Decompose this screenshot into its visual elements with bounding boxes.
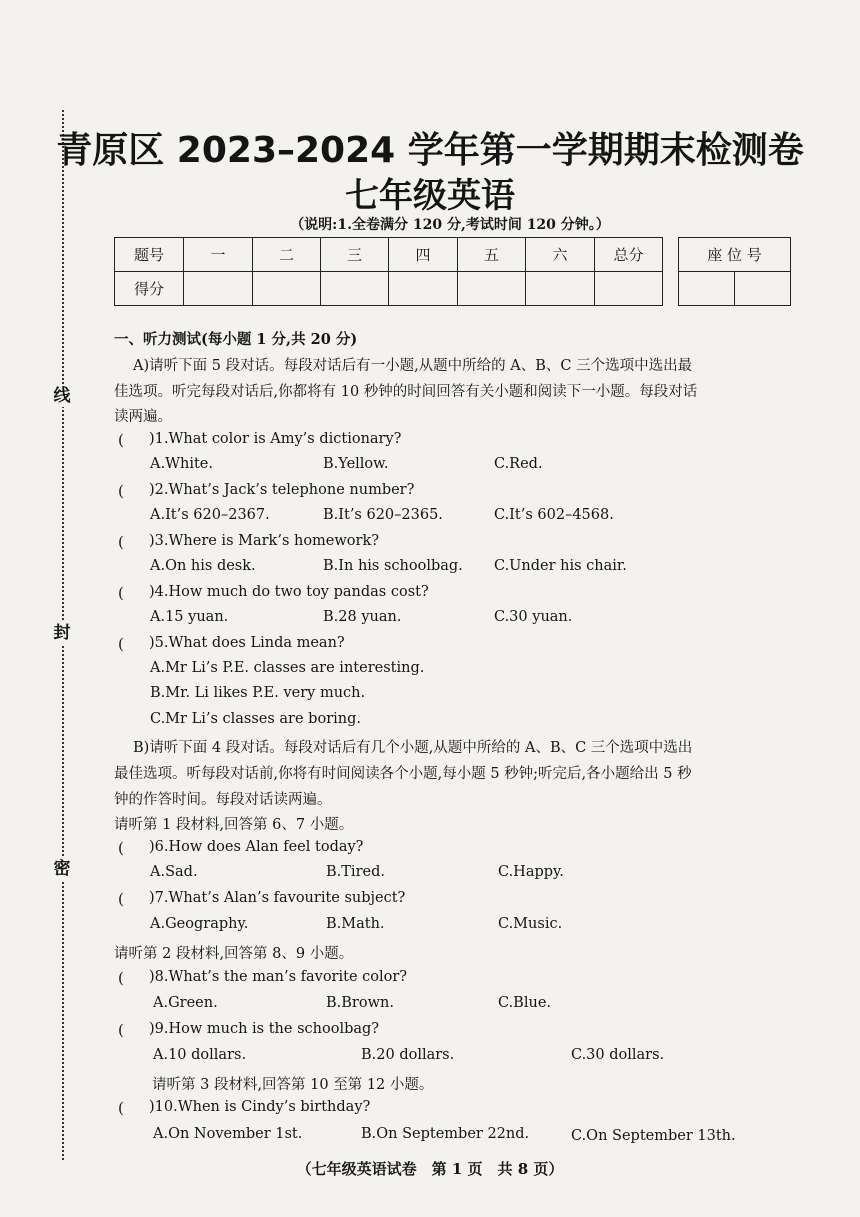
q7-option-c: C.Music. [498, 916, 563, 932]
answer-paren[interactable]: ( [118, 1099, 124, 1117]
answer-paren[interactable]: ( [118, 839, 124, 857]
question-7: )7.What’s Alan’s favourite subject? [149, 890, 406, 906]
question-2: )2.What’s Jack’s telephone number? [149, 482, 415, 498]
score-cell[interactable] [595, 272, 663, 306]
score-col-3: 三 [321, 238, 389, 272]
instruction-b-1: B)请听下面 4 段对话。每段对话后有几个小题,从题中所给的 A、B、C 三个选项中选出 [133, 740, 693, 756]
seat-cell[interactable] [679, 272, 735, 306]
q2-option-c: C.It’s 602–4568. [494, 507, 614, 523]
score-col-total: 总分 [595, 238, 663, 272]
q9-option-c: C.30 dollars. [571, 1047, 665, 1063]
question-5: )5.What does Linda mean? [149, 635, 345, 651]
q10-option-b: B.On September 22nd. [361, 1126, 530, 1142]
score-row-label: 得分 [115, 272, 184, 306]
answer-paren[interactable]: ( [118, 584, 124, 602]
score-cell[interactable] [253, 272, 321, 306]
score-col-1: 一 [184, 238, 253, 272]
answer-paren[interactable]: ( [118, 431, 124, 449]
exam-subtitle: 七年级英语 [345, 176, 515, 216]
q7-option-a: A.Geography. [150, 916, 249, 932]
instruction-b-3: 钟的作答时间。每段对话读两遍。 [114, 792, 332, 808]
page-footer: （七年级英语试卷 第 1 页 共 8 页） [296, 1160, 564, 1178]
instruction-a-1: A)请听下面 5 段对话。每段对话后有一小题,从题中所给的 A、B、C 三个选项中选出最 [133, 358, 693, 374]
q4-option-c: C.30 yuan. [494, 609, 573, 625]
score-table-label: 题号 [115, 238, 184, 272]
binding-char-mi: 密 [53, 859, 71, 879]
question-1: )1.What color is Amy’s dictionary? [149, 431, 402, 447]
q8-option-c: C.Blue. [498, 995, 552, 1011]
q2-option-a: A.It’s 620–2367. [150, 507, 270, 523]
q3-option-c: C.Under his chair. [494, 558, 627, 574]
q7-option-b: B.Math. [326, 916, 385, 932]
question-9: )9.How much is the schoolbag? [149, 1021, 380, 1037]
score-cell[interactable] [458, 272, 526, 306]
q3-option-a: A.On his desk. [150, 558, 256, 574]
q4-option-a: A.15 yuan. [150, 609, 229, 625]
score-col-5: 五 [458, 238, 526, 272]
score-cell[interactable] [389, 272, 458, 306]
group-1-instruction: 请听第 1 段材料,回答第 6、7 小题。 [114, 817, 354, 833]
q1-option-c: C.Red. [494, 456, 543, 472]
instruction-b-2: 最佳选项。听每段对话前,你将有时间阅读各个小题,每小题 5 秒钟;听完后,各小题给出 5 秒 [114, 766, 692, 782]
q8-option-a: A.Green. [153, 995, 218, 1011]
q6-option-c: C.Happy. [498, 864, 564, 880]
seat-table [678, 237, 791, 306]
score-col-2: 二 [253, 238, 321, 272]
q2-option-b: B.It’s 620–2365. [323, 507, 443, 523]
q5-option-c: C.Mr Li’s classes are boring. [150, 711, 361, 727]
answer-paren[interactable]: ( [118, 969, 124, 987]
question-10: )10.When is Cindy’s birthday? [149, 1099, 371, 1115]
answer-paren[interactable]: ( [118, 1021, 124, 1039]
exam-title: 青原区 2023–2024 学年第一学期期末检测卷 [56, 130, 804, 171]
score-cell[interactable] [526, 272, 595, 306]
answer-paren[interactable]: ( [118, 482, 124, 500]
score-col-4: 四 [389, 238, 458, 272]
q9-option-b: B.20 dollars. [361, 1047, 455, 1063]
binding-char-feng: 封 [53, 623, 71, 643]
q3-option-b: B.In his schoolbag. [323, 558, 463, 574]
score-table [114, 237, 663, 306]
q8-option-b: B.Brown. [326, 995, 394, 1011]
answer-paren[interactable]: ( [118, 533, 124, 551]
q1-option-a: A.White. [150, 456, 213, 472]
seat-cell[interactable] [735, 272, 791, 306]
instruction-a-3: 读两遍。 [114, 409, 172, 425]
q4-option-b: B.28 yuan. [323, 609, 402, 625]
score-cell[interactable] [184, 272, 253, 306]
q10-option-c: C.On September 13th. [571, 1128, 736, 1144]
q5-option-a: A.Mr Li’s P.E. classes are interesting. [150, 660, 425, 676]
binding-char-xian: 线 [53, 386, 71, 406]
section-heading: 一、听力测试(每小题 1 分,共 20 分) [114, 331, 358, 348]
question-3: )3.Where is Mark’s homework? [149, 533, 380, 549]
instruction-a-2: 佳选项。听完每段对话后,你都将有 10 秒钟的时间回答有关小题和阅读下一小题。每段对话 [114, 384, 698, 400]
question-8: )8.What’s the man’s favorite color? [149, 969, 408, 985]
q5-option-b: B.Mr. Li likes P.E. very much. [150, 685, 366, 701]
question-6: )6.How does Alan feel today? [149, 839, 364, 855]
seat-label: 座 位 号 [679, 238, 791, 272]
answer-paren[interactable]: ( [118, 635, 124, 653]
group-3-instruction: 请听第 3 段材料,回答第 10 至第 12 小题。 [152, 1077, 434, 1093]
exam-note: （说明:1.全卷满分 120 分,考试时间 120 分钟。） [290, 217, 610, 233]
q6-option-a: A.Sad. [150, 864, 198, 880]
group-2-instruction: 请听第 2 段材料,回答第 8、9 小题。 [114, 946, 354, 962]
q10-option-a: A.On November 1st. [153, 1126, 303, 1142]
q6-option-b: B.Tired. [326, 864, 385, 880]
answer-paren[interactable]: ( [118, 890, 124, 908]
q9-option-a: A.10 dollars. [153, 1047, 247, 1063]
score-col-6: 六 [526, 238, 595, 272]
question-4: )4.How much do two toy pandas cost? [149, 584, 429, 600]
score-cell[interactable] [321, 272, 389, 306]
q1-option-b: B.Yellow. [323, 456, 389, 472]
